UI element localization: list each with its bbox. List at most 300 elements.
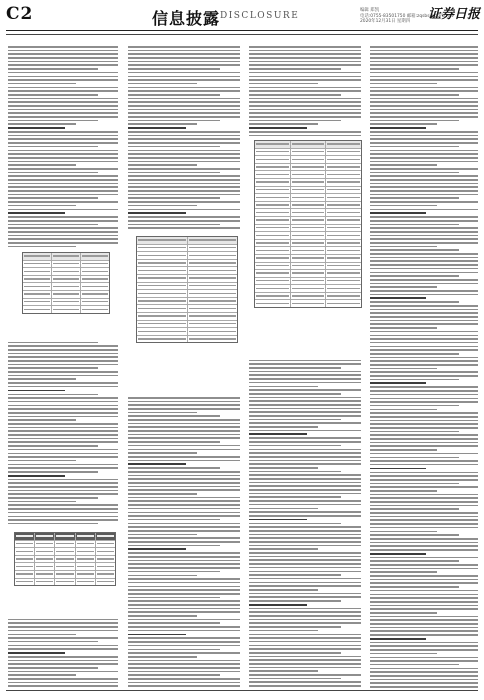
text-line [128, 64, 240, 66]
text-line [249, 452, 361, 454]
text-line [249, 641, 361, 643]
table-cell [137, 275, 188, 282]
table-cell [23, 283, 52, 290]
text-line [370, 494, 478, 496]
text-line [370, 50, 478, 52]
text-line [8, 394, 98, 396]
text-line [249, 656, 361, 658]
text-line [249, 571, 361, 573]
text-line [128, 660, 240, 662]
text-line [8, 53, 118, 55]
text-line [249, 593, 361, 595]
table-row [255, 285, 361, 293]
text-line [249, 652, 341, 654]
text-line [8, 197, 98, 199]
text-line [370, 264, 478, 266]
table-row [137, 275, 237, 283]
text-line [370, 153, 478, 155]
table-cell [96, 579, 115, 586]
table-cell [35, 533, 55, 540]
text-line [8, 186, 118, 188]
text-line [370, 364, 478, 366]
table-cell [188, 321, 238, 328]
text-line [249, 585, 361, 587]
text-line [249, 87, 361, 89]
text-line [128, 437, 240, 439]
text-line [128, 475, 240, 477]
table-cell [55, 563, 75, 570]
table-cell [291, 141, 327, 148]
text-line [249, 485, 361, 487]
text-line [249, 611, 361, 613]
text-line [8, 101, 118, 103]
text-line [8, 138, 118, 140]
table-row [255, 187, 361, 195]
text-line [128, 626, 240, 628]
table-cell [326, 255, 361, 262]
table-row [255, 293, 361, 301]
text-line [8, 660, 118, 662]
text-line [370, 331, 478, 333]
table-cell [81, 291, 109, 298]
text-line [370, 371, 478, 373]
text-line [370, 664, 459, 666]
text-line [8, 57, 118, 59]
table-cell [52, 261, 81, 268]
text-line [370, 257, 478, 259]
text-line [370, 194, 478, 196]
text-line [128, 61, 240, 63]
text-line [370, 616, 478, 618]
text-line [128, 426, 240, 428]
text-line [128, 597, 220, 599]
table-cell [255, 255, 291, 262]
text-line [249, 389, 361, 391]
text-line [8, 493, 118, 495]
text-line [370, 120, 459, 122]
text-line [128, 101, 240, 103]
text-line [249, 397, 361, 399]
table-cell [326, 171, 361, 178]
text-line [128, 138, 240, 140]
text-line [249, 574, 341, 576]
table-cell [52, 253, 81, 260]
text-line [128, 404, 240, 406]
text-line [370, 275, 459, 277]
text-line [128, 578, 240, 580]
table-cell [96, 548, 115, 555]
text-line [249, 463, 361, 465]
table-row [23, 253, 109, 261]
text-line [249, 378, 361, 380]
text-line [128, 190, 240, 192]
text-line [128, 586, 240, 588]
newspaper-logo: 证券日报 [428, 7, 481, 22]
text-line [370, 649, 478, 651]
text-line [370, 323, 478, 325]
text-line [370, 660, 478, 662]
text-line [370, 235, 478, 237]
table-cell [291, 187, 327, 194]
text-line [370, 575, 478, 577]
text-line [8, 168, 118, 170]
table-cell [96, 556, 115, 563]
text-line [8, 235, 118, 237]
text-line [128, 452, 197, 454]
text-line [128, 212, 186, 214]
text-line [128, 467, 220, 469]
text-line [370, 305, 478, 307]
table-cell [188, 305, 238, 312]
text-line [249, 98, 361, 100]
text-line [8, 183, 118, 185]
text-line [128, 537, 240, 539]
table-row [137, 245, 237, 253]
text-line [8, 634, 76, 636]
table-cell [23, 261, 52, 268]
table-row [255, 164, 361, 172]
table-cell [326, 202, 361, 209]
text-line [8, 405, 118, 407]
text-line [249, 685, 361, 687]
text-line [128, 161, 240, 163]
text-line [8, 382, 118, 384]
text-line [370, 342, 478, 344]
table-cell [23, 299, 52, 306]
text-line [370, 601, 478, 603]
table-row [15, 548, 115, 556]
text-line [128, 493, 197, 495]
table-cell [291, 270, 327, 277]
text-line [249, 648, 361, 650]
text-line [249, 548, 318, 550]
text-line [128, 575, 197, 577]
text-line [249, 57, 361, 59]
table-cell [188, 336, 238, 343]
text-line [249, 415, 361, 417]
text-line [370, 453, 478, 455]
table-cell [326, 240, 361, 247]
text-line [370, 283, 478, 285]
text-line [370, 442, 478, 444]
text-line [370, 335, 478, 337]
text-line [370, 627, 478, 629]
text-line [249, 456, 361, 458]
table-cell [137, 237, 188, 244]
text-line [370, 564, 478, 566]
text-line [370, 497, 478, 499]
data-table-4 [254, 140, 362, 308]
table-row [255, 232, 361, 240]
text-line [8, 626, 118, 628]
text-line [8, 475, 65, 477]
table-cell [76, 579, 96, 586]
text-line [249, 374, 361, 376]
text-line [128, 87, 240, 89]
table-cell [326, 164, 361, 171]
text-line [128, 678, 240, 680]
text-line [8, 482, 118, 484]
table-cell [326, 217, 361, 224]
text-line [8, 371, 118, 373]
text-line [8, 386, 118, 388]
text-line [128, 615, 197, 617]
text-line [370, 549, 478, 551]
table-cell [23, 268, 52, 275]
text-line [8, 419, 76, 421]
text-line [128, 611, 240, 613]
table-row [15, 571, 115, 579]
text-line [128, 548, 186, 550]
table-cell [137, 267, 188, 274]
text-line [8, 72, 118, 74]
table-cell [255, 149, 291, 156]
text-line [128, 622, 220, 624]
text-line [8, 61, 118, 63]
table-cell [188, 267, 238, 274]
text-line [370, 538, 478, 540]
text-line [8, 619, 118, 621]
table-cell [255, 209, 291, 216]
table-cell [55, 541, 75, 548]
text-line [370, 68, 459, 70]
table-cell [76, 563, 96, 570]
text-line [370, 316, 478, 318]
table-cell [255, 202, 291, 209]
table-cell [15, 563, 35, 570]
table-cell [326, 247, 361, 254]
table-row [255, 217, 361, 225]
text-line [370, 301, 459, 303]
text-line [370, 220, 478, 222]
text-line [8, 630, 118, 632]
text-line [8, 120, 98, 122]
text-line [370, 190, 478, 192]
table-cell [291, 255, 327, 262]
text-line [370, 545, 478, 547]
table-cell [291, 164, 327, 171]
table-row [15, 563, 115, 571]
text-line [370, 527, 478, 529]
text-line [128, 90, 240, 92]
text-line [128, 460, 240, 462]
text-line [370, 172, 459, 174]
text-line [128, 83, 197, 85]
text-line [370, 638, 426, 640]
text-line [128, 68, 220, 70]
table-cell [55, 579, 75, 586]
text-line [249, 630, 318, 632]
meta-contact: 电话:0755-83501750 邮箱:zqsbsj@zqrb.net [360, 13, 454, 19]
text-line [370, 98, 478, 100]
text-line [370, 568, 478, 570]
text-line [370, 76, 478, 78]
text-line [128, 504, 240, 506]
table-row [255, 255, 361, 263]
text-line [128, 46, 240, 48]
text-line [128, 209, 240, 211]
text-line [370, 327, 437, 329]
text-line [370, 479, 478, 481]
text-line [370, 164, 437, 166]
text-line [128, 412, 197, 414]
text-line [128, 508, 240, 510]
table-row [137, 260, 237, 268]
footer-rule [6, 690, 478, 697]
text-line [128, 105, 240, 107]
text-line [370, 297, 426, 299]
text-line [249, 515, 361, 517]
text-line [370, 582, 478, 584]
text-line [370, 205, 437, 207]
text-line [249, 460, 361, 462]
text-line [8, 519, 118, 521]
text-line [128, 423, 240, 425]
text-line [370, 286, 437, 288]
table-row [255, 149, 361, 157]
text-line [8, 490, 118, 492]
table-row [15, 533, 115, 541]
data-table-1 [22, 252, 110, 314]
text-line [8, 76, 118, 78]
text-line [8, 231, 118, 233]
text-line [8, 667, 98, 669]
table-row [137, 283, 237, 291]
table-cell [326, 263, 361, 270]
text-line [249, 471, 341, 473]
text-line [128, 397, 240, 399]
table-cell [96, 541, 115, 548]
text-line [249, 578, 361, 580]
text-line [8, 364, 118, 366]
text-line [249, 68, 341, 70]
text-line [370, 423, 478, 425]
table-cell [188, 290, 238, 297]
table-cell [188, 252, 238, 259]
text-line [8, 216, 118, 218]
text-line [370, 242, 478, 244]
text-line [249, 526, 361, 528]
text-line [370, 434, 478, 436]
table-cell [23, 291, 52, 298]
text-line [8, 342, 98, 344]
text-line [370, 379, 459, 381]
text-line [8, 685, 118, 687]
text-line [128, 482, 240, 484]
masthead-rule [6, 30, 478, 31]
table-cell [96, 571, 115, 578]
page-number: C2 [6, 4, 34, 24]
text-line [128, 641, 240, 643]
table-cell [76, 541, 96, 548]
table-row [23, 276, 109, 284]
text-line [8, 220, 118, 222]
text-line [249, 681, 361, 683]
text-line [128, 434, 240, 436]
text-line [8, 622, 118, 624]
text-line [8, 501, 76, 503]
text-line [370, 386, 478, 388]
text-line [8, 486, 118, 488]
text-line [370, 338, 478, 340]
table-cell [52, 276, 81, 283]
text-line [128, 135, 240, 137]
text-line [8, 445, 98, 447]
table-cell [291, 278, 327, 285]
table-cell [81, 261, 109, 268]
table-row [255, 270, 361, 278]
text-line [249, 116, 361, 118]
text-line [128, 79, 240, 81]
text-line [8, 142, 118, 144]
text-line [370, 605, 478, 607]
text-line [8, 127, 65, 129]
table-row [23, 299, 109, 307]
table-cell [291, 179, 327, 186]
text-line [128, 131, 240, 133]
text-line [249, 622, 361, 624]
text-line [8, 224, 98, 226]
text-line [249, 449, 361, 451]
text-line [8, 194, 118, 196]
text-line [8, 671, 118, 673]
table-cell [291, 293, 327, 300]
text-line [8, 109, 118, 111]
table-cell [291, 225, 327, 232]
table-cell [291, 240, 327, 247]
text-line [370, 90, 478, 92]
text-line [128, 227, 240, 229]
text-line [370, 519, 478, 521]
text-line [128, 183, 240, 185]
table-row [23, 291, 109, 299]
text-line [249, 637, 361, 639]
table-cell [188, 275, 238, 282]
table-cell [255, 293, 291, 300]
text-line [370, 553, 426, 555]
text-line [8, 94, 98, 96]
text-line [128, 630, 240, 632]
meta-date: 2020年12月31日 星期四 [360, 19, 411, 24]
text-line [249, 61, 361, 63]
text-line [8, 453, 118, 455]
text-line [370, 512, 478, 514]
table-row [255, 141, 361, 149]
text-line [128, 685, 240, 687]
text-line [370, 116, 478, 118]
text-line [249, 559, 361, 561]
text-line [249, 112, 361, 114]
table-row [15, 541, 115, 549]
text-line [8, 467, 118, 469]
text-line [8, 201, 118, 203]
text-line [249, 519, 307, 521]
text-line [370, 560, 459, 562]
text-line [8, 479, 118, 481]
text-line [128, 53, 240, 55]
article-column-2 [128, 46, 240, 689]
text-line [249, 94, 341, 96]
text-line [8, 356, 118, 358]
text-line [128, 441, 220, 443]
text-line [370, 398, 478, 400]
text-line [249, 645, 361, 647]
table-cell [188, 260, 238, 267]
text-line [128, 408, 240, 410]
text-line [249, 445, 341, 447]
article-column-4 [370, 46, 478, 690]
table-cell [23, 253, 52, 260]
